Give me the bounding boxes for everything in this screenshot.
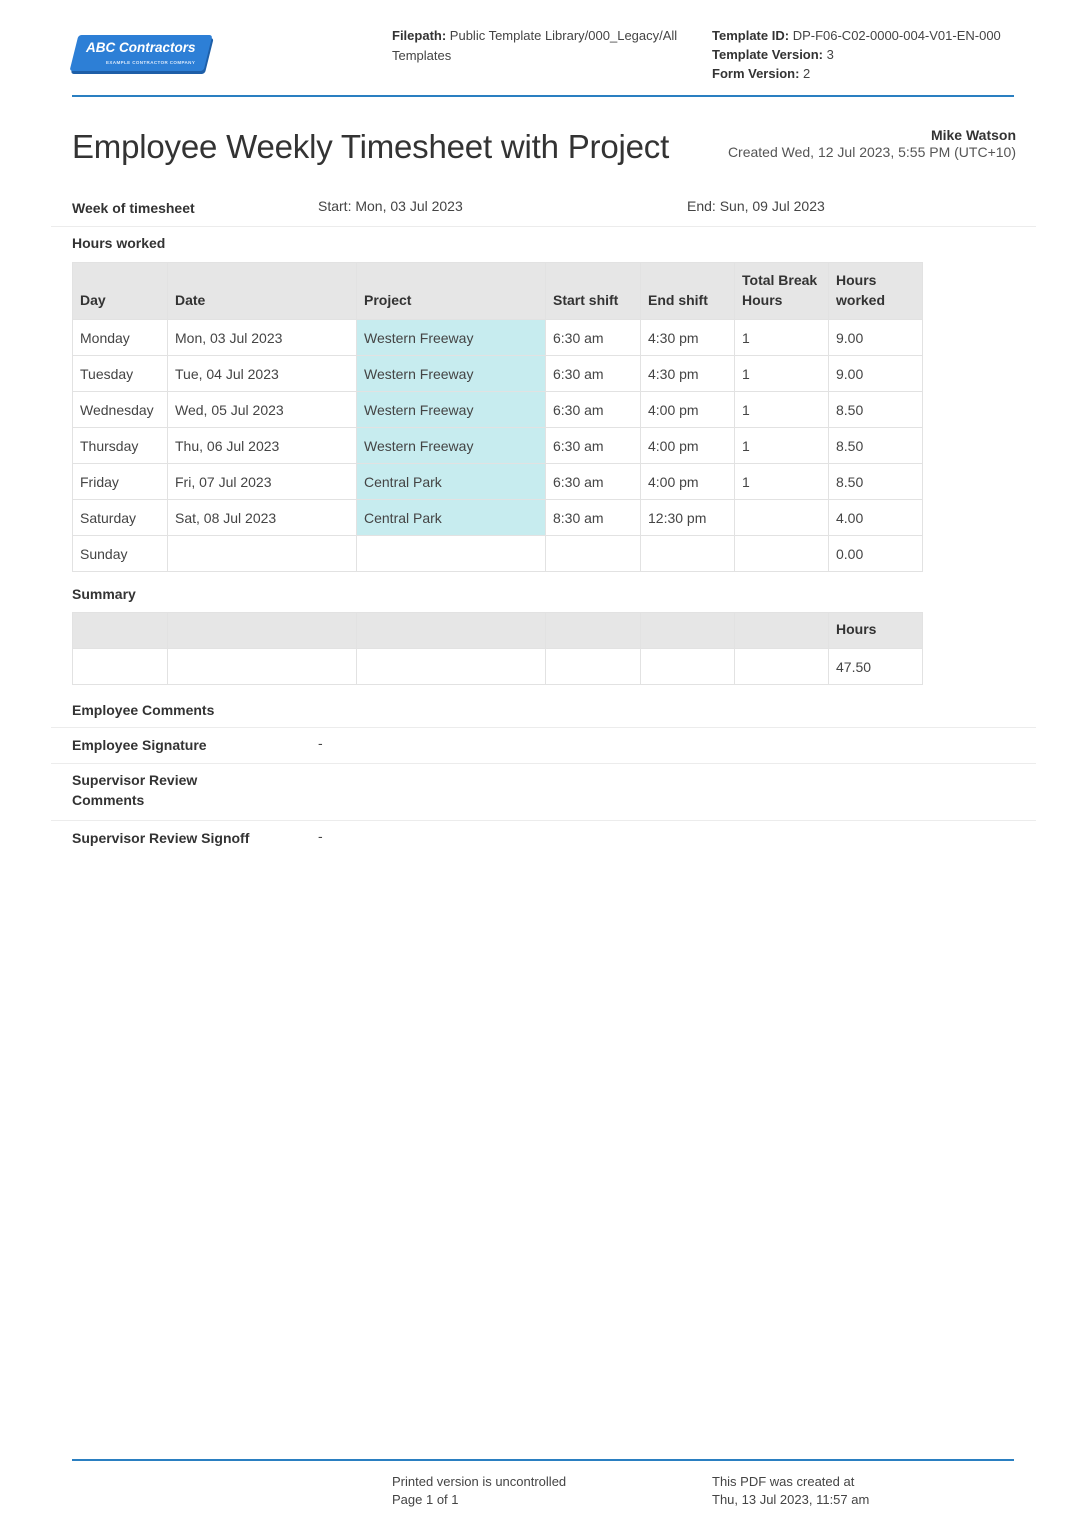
table-row xyxy=(73,356,923,392)
cell-project: Western Freeway xyxy=(357,392,546,428)
cell-break-hours: 1 xyxy=(735,320,829,356)
summary-total-hours: 47.50 xyxy=(829,649,923,685)
summary-header-row xyxy=(73,613,923,649)
footer-print-info xyxy=(392,1473,566,1509)
employee-comments-row xyxy=(51,692,1036,728)
hours-worked-label: Hours worked xyxy=(72,235,166,251)
created-timestamp: Created Wed, 12 Jul 2023, 5:55 PM (UTC+10) xyxy=(727,144,1016,160)
table-row xyxy=(73,464,923,500)
supervisor-review-signoff-value: - xyxy=(318,828,323,844)
page-title: Employee Weekly Timesheet with Project xyxy=(72,128,670,165)
column-header-day: Day xyxy=(73,263,168,320)
template-version-value: 3 xyxy=(826,47,834,62)
summary-cell-empty xyxy=(357,649,546,685)
table-row xyxy=(73,320,923,356)
cell-end-shift: 4:30 pm xyxy=(641,320,735,356)
cell-date xyxy=(168,536,357,572)
cell-end-shift xyxy=(641,536,735,572)
cell-day: Wednesday xyxy=(73,392,168,428)
cell-date: Thu, 06 Jul 2023 xyxy=(168,428,357,464)
cell-hours-worked: 8.50 xyxy=(829,428,923,464)
employee-signature-value: - xyxy=(318,735,323,751)
cell-break-hours: 1 xyxy=(735,356,829,392)
summary-cell-empty xyxy=(735,649,829,685)
supervisor-review-signoff-row xyxy=(51,821,1036,857)
summary-cell-empty xyxy=(546,649,641,685)
cell-hours-worked: 4.00 xyxy=(829,500,923,536)
cell-end-shift: 4:00 pm xyxy=(641,464,735,500)
cell-start-shift: 8:30 am xyxy=(546,500,641,536)
week-of-timesheet-row xyxy=(51,187,1036,227)
uncontrolled-notice: Printed version is uncontrolled xyxy=(392,1474,567,1489)
week-start: Start: Mon, 03 Jul 2023 xyxy=(318,198,463,214)
cell-start-shift xyxy=(546,536,641,572)
cell-end-shift: 12:30 pm xyxy=(641,500,735,536)
summary-header-empty xyxy=(73,613,168,649)
logo-brand-text: ABC Contractors xyxy=(86,40,196,55)
page-footer xyxy=(72,1459,1014,1507)
column-header-start-shift: Start shift xyxy=(546,263,641,320)
summary-header-empty xyxy=(168,613,357,649)
cell-date: Fri, 07 Jul 2023 xyxy=(168,464,357,500)
pdf-created-label: This PDF was created at xyxy=(712,1474,855,1489)
company-logo xyxy=(74,35,210,75)
summary-row xyxy=(73,649,923,685)
cell-end-shift: 4:30 pm xyxy=(641,356,735,392)
cell-day: Friday xyxy=(73,464,168,500)
cell-end-shift: 4:00 pm xyxy=(641,428,735,464)
week-end: End: Sun, 09 Jul 2023 xyxy=(687,198,825,214)
cell-project: Western Freeway xyxy=(357,356,546,392)
table-row xyxy=(73,392,923,428)
column-header-hours-worked: Hours worked xyxy=(829,263,923,320)
cell-start-shift: 6:30 am xyxy=(546,428,641,464)
cell-hours-worked: 8.50 xyxy=(829,464,923,500)
employee-signature-label: Employee Signature xyxy=(72,737,207,753)
cell-hours-worked: 8.50 xyxy=(829,392,923,428)
pdf-created-timestamp: Thu, 13 Jul 2023, 11:57 am xyxy=(712,1492,870,1507)
cell-day: Tuesday xyxy=(73,356,168,392)
cell-date: Mon, 03 Jul 2023 xyxy=(168,320,357,356)
table-row xyxy=(73,500,923,536)
template-id-label: Template ID: xyxy=(712,28,790,43)
cell-start-shift: 6:30 am xyxy=(546,392,641,428)
summary-header-empty xyxy=(641,613,735,649)
summary-cell-empty xyxy=(641,649,735,685)
summary-header-empty xyxy=(357,613,546,649)
filepath-value: Public Template Library/000_Legacy/All Templates xyxy=(392,28,678,63)
cell-date: Tue, 04 Jul 2023 xyxy=(168,356,357,392)
cell-break-hours: 1 xyxy=(735,464,829,500)
summary-cell-empty xyxy=(73,649,168,685)
summary-cell-empty xyxy=(168,649,357,685)
summary-header-empty xyxy=(735,613,829,649)
cell-break-hours xyxy=(735,536,829,572)
title-row xyxy=(72,124,1016,174)
summary-label: Summary xyxy=(72,586,136,602)
template-version-label: Template Version: xyxy=(712,47,824,62)
cell-project: Central Park xyxy=(357,464,546,500)
cell-day: Sunday xyxy=(73,536,168,572)
summary-header-empty xyxy=(546,613,641,649)
cell-date: Wed, 05 Jul 2023 xyxy=(168,392,357,428)
cell-hours-worked: 9.00 xyxy=(829,320,923,356)
cell-break-hours xyxy=(735,500,829,536)
template-id-value: DP-F06-C02-0000-004-V01-EN-000 xyxy=(792,28,1001,43)
cell-project: Western Freeway xyxy=(357,320,546,356)
form-version-label: Form Version: xyxy=(712,66,800,81)
supervisor-review-comments-row xyxy=(51,764,1036,821)
hours-worked-table xyxy=(72,262,923,572)
table-row xyxy=(73,428,923,464)
form-version-value: 2 xyxy=(803,66,811,81)
column-header-total-break-hours: Total Break Hours xyxy=(735,263,829,320)
filepath-info xyxy=(392,26,697,66)
summary-header-hours: Hours xyxy=(829,613,923,649)
cell-end-shift: 4:00 pm xyxy=(641,392,735,428)
week-label: Week of timesheet xyxy=(72,200,195,216)
table-header-row xyxy=(73,263,923,320)
employee-signature-row xyxy=(51,728,1036,764)
template-id xyxy=(712,26,1022,45)
cell-start-shift: 6:30 am xyxy=(546,320,641,356)
employee-comments-label: Employee Comments xyxy=(72,702,215,718)
cell-day: Thursday xyxy=(73,428,168,464)
cell-date: Sat, 08 Jul 2023 xyxy=(168,500,357,536)
summary-table xyxy=(72,612,923,685)
cell-day: Monday xyxy=(73,320,168,356)
cell-project: Central Park xyxy=(357,500,546,536)
template-info xyxy=(712,26,1022,83)
filepath-label: Filepath: xyxy=(392,28,447,43)
page-header xyxy=(72,24,1014,97)
table-row xyxy=(73,536,923,572)
form-version xyxy=(712,64,1022,83)
footer-pdf-info xyxy=(712,1473,869,1509)
cell-project xyxy=(357,536,546,572)
column-header-date: Date xyxy=(168,263,357,320)
supervisor-review-comments-label: Supervisor Review Comments xyxy=(72,772,198,808)
page-number: Page 1 of 1 xyxy=(392,1492,459,1507)
cell-start-shift: 6:30 am xyxy=(546,356,641,392)
logo-tagline: EXAMPLE CONTRACTOR COMPANY xyxy=(106,60,196,65)
cell-start-shift: 6:30 am xyxy=(546,464,641,500)
author-name: Mike Watson xyxy=(930,127,1016,143)
template-version xyxy=(712,45,1022,64)
cell-project: Western Freeway xyxy=(357,428,546,464)
supervisor-review-signoff-label: Supervisor Review Signoff xyxy=(72,830,250,846)
column-header-end-shift: End shift xyxy=(641,263,735,320)
cell-break-hours: 1 xyxy=(735,392,829,428)
cell-break-hours: 1 xyxy=(735,428,829,464)
column-header-project: Project xyxy=(357,263,546,320)
cell-hours-worked: 9.00 xyxy=(829,356,923,392)
cell-day: Saturday xyxy=(73,500,168,536)
cell-hours-worked: 0.00 xyxy=(829,536,923,572)
